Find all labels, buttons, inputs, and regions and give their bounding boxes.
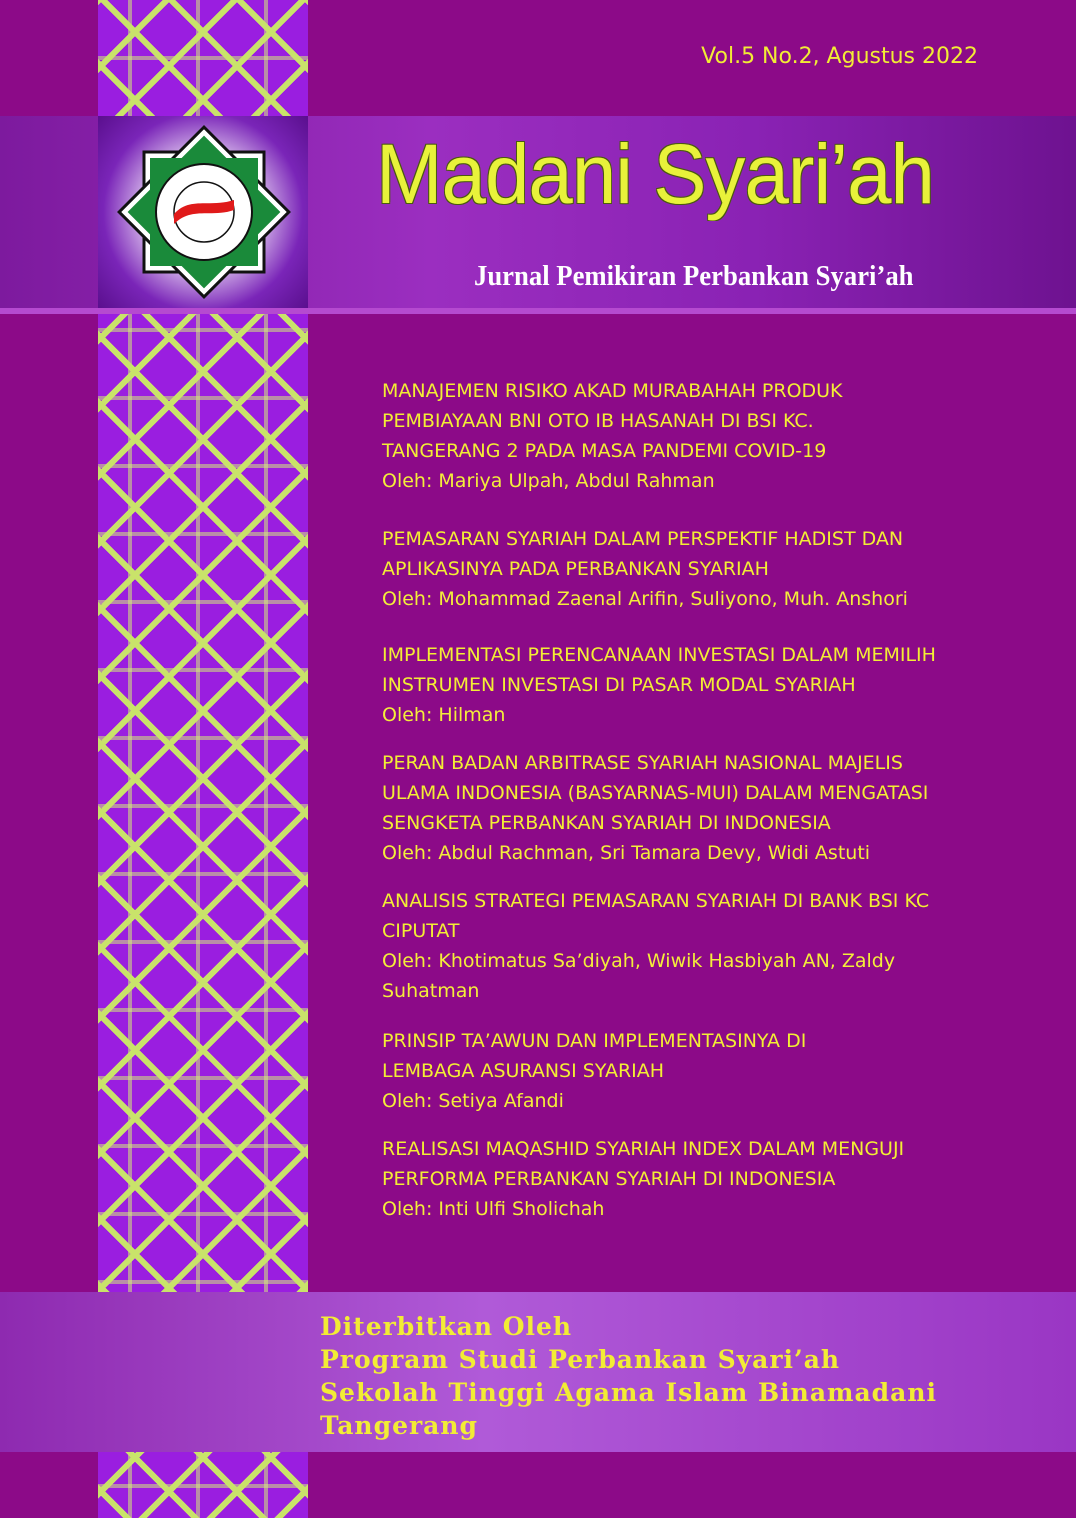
article-title: PRINSIP TA’AWUN DAN IMPLEMENTASINYA DI [382,1030,807,1052]
article-title: PEMBIAYAAN BNI OTO IB HASANAH DI BSI KC. [382,410,814,432]
article-authors: Oleh: Khotimatus Sa’diyah, Wiwik Hasbiyah AN, Zaldy [382,950,896,972]
article-entry [382,748,928,868]
article-entry [382,1134,904,1224]
article-entry [382,376,843,496]
article-authors: Oleh: Setiya Afandi [382,1090,564,1112]
article-title: ANALISIS STRATEGI PEMASARAN SYARIAH DI BANK BSI KC [382,890,930,912]
article-title: INSTRUMEN INVESTASI DI PASAR MODAL SYARIAH [382,674,856,696]
article-title: PEMASARAN SYARIAH DALAM PERSPEKTIF HADIST DAN [382,528,904,550]
article-title: SENGKETA PERBANKAN SYARIAH DI INDONESIA [382,812,831,834]
journal-subtitle: Jurnal Pemikiran Perbankan Syari’ah [474,260,914,292]
article-title: IMPLEMENTASI PERENCANAAN INVESTASI DALAM MEMILIH [382,644,936,666]
article-title: ULAMA INDONESIA (BASYARNAS-MUI) DALAM MENGATASI [382,782,929,804]
article-title: MANAJEMEN RISIKO AKAD MURABAHAH PRODUK [382,380,843,402]
article-title: PERFORMA PERBANKAN SYARIAH DI INDONESIA [382,1168,836,1190]
article-title: LEMBAGA ASURANSI SYARIAH [382,1060,665,1082]
article-title: CIPUTAT [382,920,460,942]
article-authors: Oleh: Inti Ulfi Sholichah [382,1198,605,1220]
article-authors: Oleh: Mohammad Zaenal Arifin, Suliyono, Muh. Anshori [382,588,908,610]
article-authors: Oleh: Mariya Ulpah, Abdul Rahman [382,470,715,492]
article-title: PERAN BADAN ARBITRASE SYARIAH NASIONAL MAJELIS [382,752,903,774]
journal-title: Madani Syari’ah [376,127,934,221]
volume-issue: Vol.5 No.2, Agustus 2022 [701,44,978,69]
publisher-block [320,1310,937,1442]
article-title: REALISASI MAQASHID SYARIAH INDEX DALAM MENGUJI [382,1138,905,1160]
star-emblem-icon [116,124,292,300]
article-title: APLIKASINYA PADA PERBANKAN SYARIAH [382,558,769,580]
article-authors: Oleh: Abdul Rachman, Sri Tamara Devy, Widi Astuti [382,842,871,864]
publisher-label: Diterbitkan Oleh [320,1312,573,1341]
article-authors: Suhatman [382,980,480,1002]
article-entry [382,524,908,614]
institution-logo [98,116,308,308]
article-entry [382,1026,806,1116]
article-authors: Oleh: Hilman [382,704,506,726]
article-entry [382,640,936,730]
article-entry [382,886,929,1006]
publisher-program: Program Studi Perbankan Syari’ah [320,1345,841,1374]
article-title: TANGERANG 2 PADA MASA PANDEMI COVID-19 [382,440,827,462]
publisher-institution: Sekolah Tinggi Agama Islam Binamadani [320,1378,938,1407]
publisher-city: Tangerang [320,1411,478,1440]
